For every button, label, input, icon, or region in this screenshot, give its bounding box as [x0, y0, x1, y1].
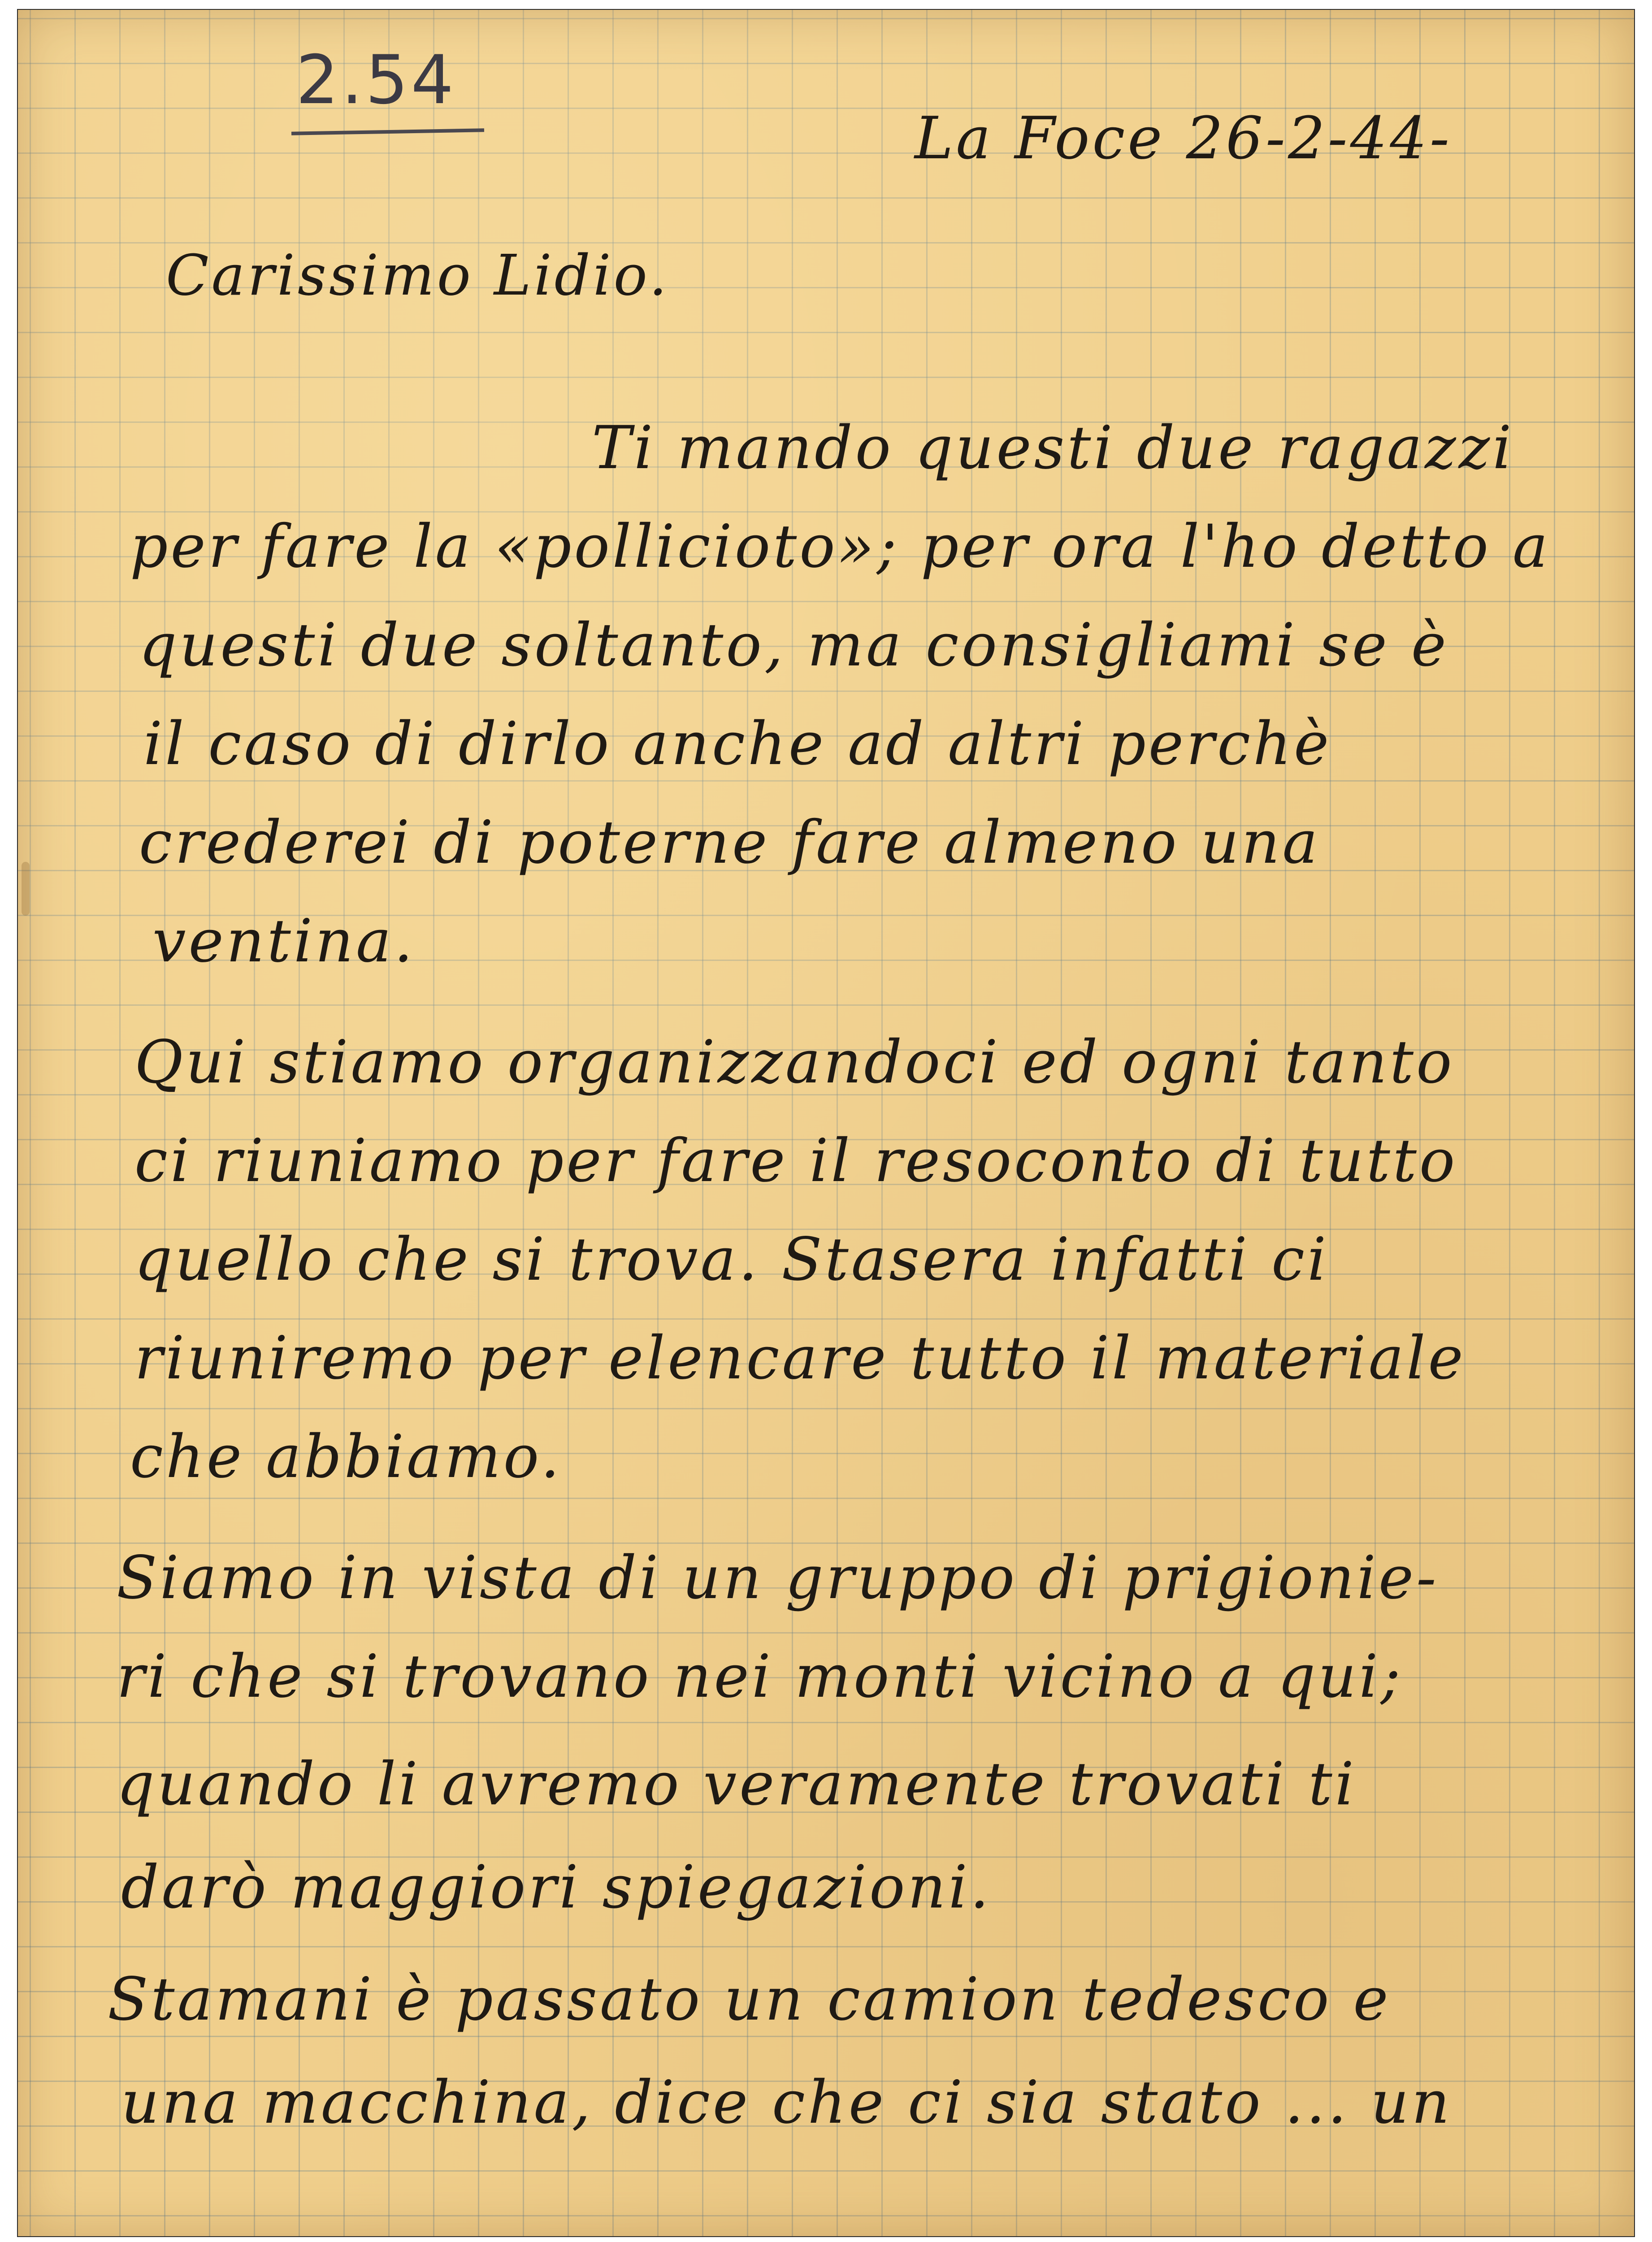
binding-mark	[22, 862, 30, 916]
letter-line: ci riuniamo per fare il resoconto di tutto	[134, 1126, 1458, 1195]
letter-line: per fare la «pollicioto»; per ora l'ho detto a	[130, 512, 1551, 581]
letter-line: darò maggiori spiegazioni.	[121, 1853, 992, 1922]
letter-line: quando li avremo veramente trovati ti	[117, 1750, 1357, 1819]
letter-line: che abbiamo.	[130, 1422, 562, 1491]
letter-salutation: Carissimo Lidio.	[166, 243, 670, 308]
reference-underline	[291, 128, 484, 135]
letter-line: una macchina, dice che ci sia stato ... un	[121, 2068, 1453, 2137]
letter-line: il caso di dirlo anche ad altri perchè	[143, 709, 1332, 778]
letter-line: Qui stiamo organizzandoci ed ogni tanto	[134, 1028, 1455, 1097]
letter-page	[18, 10, 1634, 2236]
letter-line: riuniremo per elencare tutto il materiale	[134, 1324, 1466, 1393]
archive-reference-number: 2.54	[296, 41, 456, 119]
letter-line: Stamani è passato un camion tedesco e	[108, 1965, 1391, 2034]
letter-line: Ti mando questi due ragazzi	[592, 413, 1514, 482]
letter-line: ventina.	[152, 907, 416, 976]
letter-line: crederei di poterne fare almeno una	[139, 808, 1321, 877]
letter-line: quello che si trova. Stasera infatti ci	[134, 1225, 1329, 1294]
letter-line: questi due soltanto, ma consigliami se è	[139, 611, 1449, 680]
letter-line: ri che si trovano nei monti vicino a qui;	[117, 1642, 1403, 1711]
letter-line: Siamo in vista di un gruppo di prigionie-	[117, 1543, 1439, 1612]
letter-date: La Foce 26-2-44-	[915, 104, 1452, 172]
